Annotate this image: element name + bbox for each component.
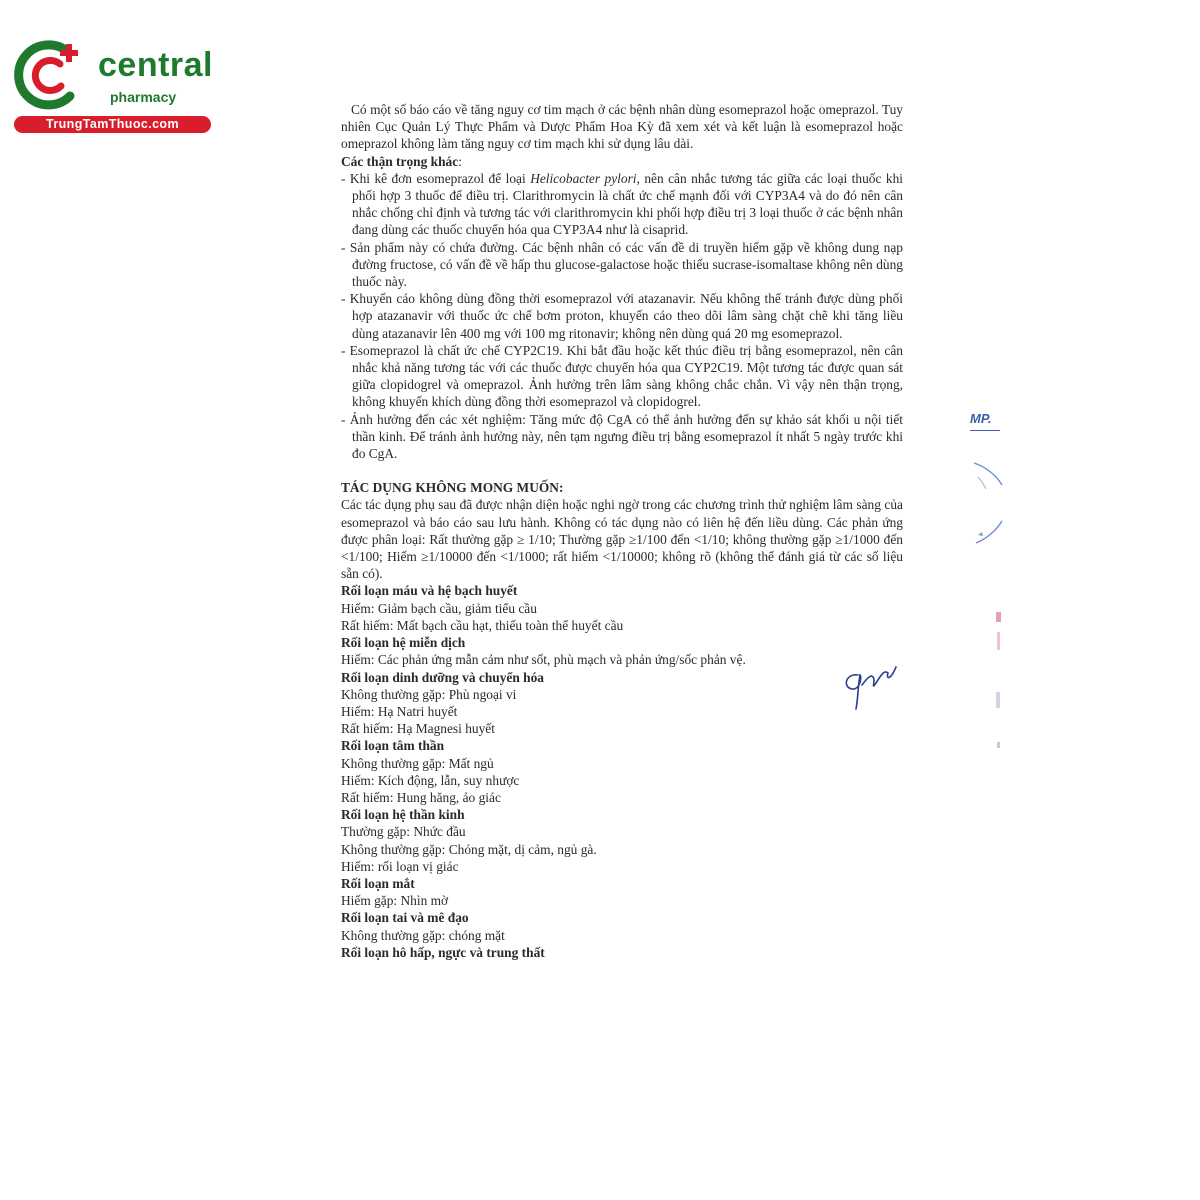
caution-item-1-post: , nên cân nhắc tương tác giữa các loại thuốc khi phối hợp 3 thuốc để điều trị. Clarithromycin là chất ức chế mạnh đối với CYP3A4 và do đó nên cân nhắc chống chỉ định và tương tác với clarithromycin khi phối hợp điều trị 3 loại thuốc ở các bệnh nhân đang dùng các thuốc chuyển hóa qua CYP3A4 như là cisaprid. bbox=[352, 170, 903, 238]
adverse-section bbox=[341, 634, 903, 668]
brand-name: central bbox=[98, 46, 213, 84]
section-line: Không thường gặp: Phù ngoại vi bbox=[341, 686, 517, 702]
stamp-edge-icon bbox=[994, 612, 1004, 752]
signature-icon bbox=[836, 655, 906, 715]
cautions-heading: Các thận trọng khác bbox=[341, 153, 459, 169]
caution-item-2: - Sản phẩm này có chứa đường. Các bệnh nhân có các vấn đề di truyền hiếm gặp về không dung nạp đường fructose, có vấn đề về hấp thu glucose-galactose hoặc thiếu sucrase-isomaltase không nên dùng thuốc này. bbox=[341, 239, 903, 290]
adverse-section bbox=[341, 582, 903, 634]
caution-item-1-pre: - Khi kê đơn esomeprazol để loại bbox=[341, 170, 531, 186]
adverse-section bbox=[341, 944, 903, 961]
stamp-arc-icon bbox=[972, 455, 1006, 555]
stamp-text: MP. bbox=[970, 411, 992, 426]
section-title: Rối loạn tâm thần bbox=[341, 738, 445, 754]
section-line: Hiếm gặp: Nhìn mờ bbox=[341, 893, 449, 909]
section-title: Rối loạn máu và hệ bạch huyết bbox=[341, 583, 518, 599]
document-body bbox=[341, 101, 903, 961]
cautions-colon: : bbox=[458, 153, 462, 169]
logo-mark-icon bbox=[10, 38, 92, 116]
section-title: Rối loạn hô hấp, ngực và trung thất bbox=[341, 944, 545, 960]
adverse-section bbox=[341, 875, 903, 909]
section-line: Không thường gặp: chóng mặt bbox=[341, 927, 505, 943]
caution-item-4: - Esomeprazol là chất ức chế CYP2C19. Khi bắt đầu hoặc kết thúc điều trị bằng esomeprazol, nên cân nhắc khả năng tương tác với các thuốc được chuyển hóa qua CYP2C19. Một tương tác được quan sát giữa clopidogrel và omeprazol. Ảnh hưởng trên lâm sàng không chắc chắn. Vì vậy nên thận trọng, không khuyến khích dùng đồng thời esomeprazol và clopidogrel. bbox=[341, 342, 903, 410]
section-line: Hiếm: Các phản ứng mẫn cảm như sốt, phù mạch và phản ứng/sốc phản vệ. bbox=[341, 652, 746, 668]
section-line: Thường gặp: Nhức đầu bbox=[341, 824, 466, 840]
section-line: Hiếm: Hạ Natri huyết bbox=[341, 703, 458, 719]
section-line: Hiếm: Kích động, lẫn, suy nhược bbox=[341, 772, 520, 788]
adverse-section bbox=[341, 909, 903, 943]
section-line: Rất hiếm: Mất bạch cầu hạt, thiếu toàn thể huyết cầu bbox=[341, 617, 624, 633]
adverse-sections bbox=[341, 582, 903, 960]
section-title: Rối loạn dinh dưỡng và chuyển hóa bbox=[341, 669, 544, 685]
brand-subtitle: pharmacy bbox=[110, 89, 177, 105]
adverse-section bbox=[341, 669, 903, 738]
section-line: Rất hiếm: Hung hăng, ảo giác bbox=[341, 789, 501, 805]
intro-paragraph: Có một số báo cáo về tăng nguy cơ tim mạch ở các bệnh nhân dùng esomeprazol hoặc omeprazol. Tuy nhiên Cục Quản Lý Thực Phẩm và Dược Phẩm Hoa Kỳ đã xem xét và kết luận là esomeprazol hoặc omeprazol không làm tăng nguy cơ tim mạch khi sử dụng lâu dài. bbox=[341, 102, 903, 152]
adverse-section bbox=[341, 737, 903, 806]
section-line: Không thường gặp: Chóng mặt, dị cảm, ngủ gà. bbox=[341, 841, 597, 857]
section-line: Hiếm: rối loạn vị giác bbox=[341, 858, 459, 874]
section-title: Rối loạn hệ miễn dịch bbox=[341, 635, 466, 651]
caution-item-1-italic: Helicobacter pylori bbox=[530, 170, 637, 186]
cautions-heading-line bbox=[341, 153, 903, 170]
spacer bbox=[341, 462, 903, 479]
adverse-heading: TÁC DỤNG KHÔNG MONG MUỐN: bbox=[341, 480, 564, 496]
section-title: Rối loạn mắt bbox=[341, 875, 415, 891]
stamp-fragment bbox=[970, 410, 1006, 440]
section-title: Rối loạn hệ thần kinh bbox=[341, 807, 465, 823]
section-line: Hiếm: Giảm bạch cầu, giảm tiểu cầu bbox=[341, 600, 537, 616]
adverse-section bbox=[341, 806, 903, 875]
section-title: Rối loạn tai và mê đạo bbox=[341, 910, 469, 926]
caution-item-1 bbox=[341, 170, 903, 239]
adverse-intro: Các tác dụng phụ sau đã được nhận diện hoặc nghi ngờ trong các chương trình thử nghiệm lâm sàng của esomeprazol và báo cáo sau lưu hành. Không có tác dụng nào có liên hệ đến liều dùng. Các phản ứng được phân loại: Rất thường gặp ≥ 1/10; Thường gặp ≥1/100 đến <1/10; không thường gặp ≥1/1000 đến <1/100; Hiếm ≥1/10000 đến <1/1000; rất hiếm <1/10000; không rõ (không thể đánh giá từ các số liệu sẵn có). bbox=[341, 497, 903, 582]
site-url-badge[interactable]: TrungTamThuoc.com bbox=[14, 116, 211, 133]
section-line: Không thường gặp: Mất ngủ bbox=[341, 755, 494, 771]
central-pharmacy-logo[interactable] bbox=[10, 38, 215, 138]
caution-item-5: - Ảnh hưởng đến các xét nghiệm: Tăng mức độ CgA có thể ảnh hưởng đến sự khảo sát khối u nội tiết thần kinh. Để tránh ảnh hưởng này, nên tạm ngưng điều trị bằng esomeprazol ít nhất 5 ngày trước khi đo CgA. bbox=[341, 411, 903, 462]
section-line: Rất hiếm: Hạ Magnesi huyết bbox=[341, 721, 495, 737]
caution-item-3: - Khuyến cáo không dùng đồng thời esomeprazol với atazanavir. Nếu không thể tránh được dùng phối hợp atazanavir với thuốc ức chế bơm proton, khuyến cáo theo dõi lâm sàng chặt chẽ khi tăng liều dùng atazanavir lên 400 mg với 100 mg ritonavir; không nên dùng quá 20 mg esomeprazol. bbox=[341, 291, 903, 341]
